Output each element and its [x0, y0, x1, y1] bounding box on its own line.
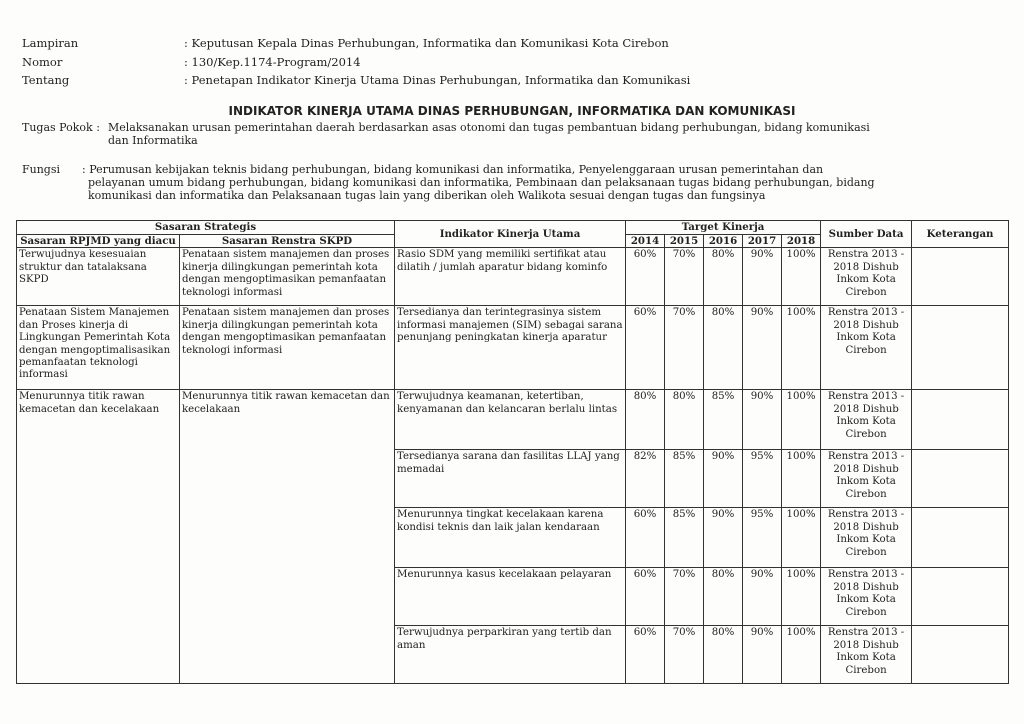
lampiran-line: [22, 37, 669, 50]
target-2018: 100%: [782, 568, 821, 626]
target-2017: 95%: [743, 508, 782, 568]
ikk-table: [16, 220, 1009, 684]
target-2017: 90%: [743, 248, 782, 306]
target-2016: 90%: [704, 450, 743, 508]
sumber-cell: Renstra 2013 - 2018 Dishub Inkom Kota Cirebon: [821, 306, 912, 390]
target-2014: 60%: [626, 568, 665, 626]
keterangan-cell: [912, 508, 1009, 568]
target-2018: 100%: [782, 626, 821, 684]
target-2014: 82%: [626, 450, 665, 508]
indikator-cell: Menurunnya kasus kecelakaan pelayaran: [395, 568, 626, 626]
renstra-cell: Penataan sistem manajemen dan proses kinerja dilingkungan pemerintah kota dengan mengoptimasikan pemanfaatan teknologi informasi: [180, 306, 395, 390]
target-2014: 60%: [626, 626, 665, 684]
target-2018: 100%: [782, 508, 821, 568]
keterangan-cell: [912, 390, 1009, 450]
keterangan-cell: [912, 248, 1009, 306]
tentang-value: : Penetapan Indikator Kinerja Utama Dinas Perhubungan, Informatika dan Komunikasi: [184, 73, 691, 87]
target-2016: 80%: [704, 626, 743, 684]
sumber-cell: Renstra 2013 - 2018 Dishub Inkom Kota Cirebon: [821, 568, 912, 626]
header-renstra: Sasaran Renstra SKPD: [180, 235, 395, 248]
header-year-2016: 2016: [704, 235, 743, 248]
keterangan-cell: [912, 450, 1009, 508]
target-2016: 80%: [704, 568, 743, 626]
target-2016: 80%: [704, 306, 743, 390]
header-year-2014: 2014: [626, 235, 665, 248]
keterangan-cell: [912, 568, 1009, 626]
table-row: [17, 248, 1009, 306]
target-2017: 90%: [743, 306, 782, 390]
nomor-line: [22, 56, 361, 69]
header-keterangan: Keterangan: [912, 221, 1009, 248]
target-2018: 100%: [782, 450, 821, 508]
keterangan-cell: [912, 626, 1009, 684]
header-year-2018: 2018: [782, 235, 821, 248]
tugas-pokok: [22, 121, 1002, 149]
target-2018: 100%: [782, 390, 821, 450]
target-2018: 100%: [782, 248, 821, 306]
indikator-cell: Terwujudnya keamanan, ketertiban, kenyamanan dan kelancaran berlalu lintas: [395, 390, 626, 450]
tentang-label: Tentang: [22, 73, 70, 87]
target-2014: 60%: [626, 248, 665, 306]
indikator-cell: Rasio SDM yang memiliki sertifikat atau dilatih / jumlah aparatur bidang kominfo: [395, 248, 626, 306]
rpjmd-cell: Terwujudnya kesesuaian struktur dan tatalaksana SKPD: [17, 248, 180, 306]
target-2015: 70%: [665, 626, 704, 684]
header-year-2015: 2015: [665, 235, 704, 248]
target-2015: 70%: [665, 248, 704, 306]
table-row: [17, 390, 1009, 450]
indikator-cell: Menurunnya tingkat kecelakaan karena kondisi teknis dan laik jalan kendaraan: [395, 508, 626, 568]
sumber-cell: Renstra 2013 - 2018 Dishub Inkom Kota Cirebon: [821, 248, 912, 306]
header-indikator: Indikator Kinerja Utama: [395, 221, 626, 248]
target-2014: 60%: [626, 508, 665, 568]
keterangan-cell: [912, 306, 1009, 390]
header-target: Target Kinerja: [626, 221, 821, 235]
target-2018: 100%: [782, 306, 821, 390]
table-row: [17, 306, 1009, 390]
target-2016: 90%: [704, 508, 743, 568]
sumber-cell: Renstra 2013 - 2018 Dishub Inkom Kota Cirebon: [821, 626, 912, 684]
target-2016: 80%: [704, 248, 743, 306]
indikator-cell: Tersedianya dan terintegrasinya sistem informasi manajemen (SIM) sebagai sarana penunjang peningkatan kinerja aparatur: [395, 306, 626, 390]
tentang-line: [22, 74, 690, 87]
target-2015: 85%: [665, 450, 704, 508]
target-2014: 80%: [626, 390, 665, 450]
tugas-pokok-label: Tugas Pokok :: [22, 121, 100, 134]
fungsi-label: Fungsi: [22, 163, 61, 176]
renstra-cell: Menurunnya titik rawan kemacetan dan kecelakaan: [180, 390, 395, 684]
header-sumber: Sumber Data: [821, 221, 912, 248]
target-2015: 70%: [665, 568, 704, 626]
target-2017: 90%: [743, 390, 782, 450]
target-2015: 80%: [665, 390, 704, 450]
nomor-value: : 130/Kep.1174-Program/2014: [184, 55, 361, 69]
target-2017: 90%: [743, 626, 782, 684]
tugas-pokok-text: Melaksanakan urusan pemerintahan daerah berdasarkan asas otonomi dan tugas pembantuan bidang perhubungan, bidang komunikasi dan Informatika: [108, 121, 870, 147]
lampiran-label: Lampiran: [22, 36, 79, 50]
header-sasaran-strategis: Sasaran Strategis: [17, 221, 395, 235]
rpjmd-cell: Penataan Sistem Manajemen dan Proses kinerja di Lingkungan Pemerintah Kota dengan mengoptimalisasikan pemanfaatan teknologi informasi: [17, 306, 180, 390]
target-2014: 60%: [626, 306, 665, 390]
target-2017: 90%: [743, 568, 782, 626]
header-year-2017: 2017: [743, 235, 782, 248]
target-2017: 95%: [743, 450, 782, 508]
target-2015: 70%: [665, 306, 704, 390]
document-title: INDIKATOR KINERJA UTAMA DINAS PERHUBUNGAN, INFORMATIKA DAN KOMUNIKASI: [228, 104, 796, 118]
sumber-cell: Renstra 2013 - 2018 Dishub Inkom Kota Cirebon: [821, 450, 912, 508]
fungsi-text: : Perumusan kebijakan teknis bidang perhubungan, bidang komunikasi dan informatika, Penyelenggaraan urusan pemerintahan dan pelayanan umum bidang perhubungan, bidang komunikasi dan informatika, Pembinaan dan pelaksanaan tugas bidang perhubungan, bidang komunikasi dan informatika dan Pelaksanaan tugas lain yang diberikan oleh Walikota sesuai dengan tugas dan fungsinya: [82, 163, 875, 202]
indikator-cell: Terwujudnya perparkiran yang tertib dan aman: [395, 626, 626, 684]
fungsi: [22, 163, 1002, 205]
sumber-cell: Renstra 2013 - 2018 Dishub Inkom Kota Cirebon: [821, 508, 912, 568]
indikator-cell: Tersedianya sarana dan fasilitas LLAJ yang memadai: [395, 450, 626, 508]
target-2015: 85%: [665, 508, 704, 568]
renstra-cell: Penataan sistem manajemen dan proses kinerja dilingkungan pemerintah kota dengan mengoptimasikan pemanfaatan teknologi informasi: [180, 248, 395, 306]
nomor-label: Nomor: [22, 55, 63, 69]
header-rpjmd: Sasaran RPJMD yang diacu: [17, 235, 180, 248]
rpjmd-cell: Menurunnya titik rawan kemacetan dan kecelakaan: [17, 390, 180, 684]
lampiran-value: : Keputusan Kepala Dinas Perhubungan, Informatika dan Komunikasi Kota Cirebon: [184, 36, 669, 50]
sumber-cell: Renstra 2013 - 2018 Dishub Inkom Kota Cirebon: [821, 390, 912, 450]
target-2016: 85%: [704, 390, 743, 450]
